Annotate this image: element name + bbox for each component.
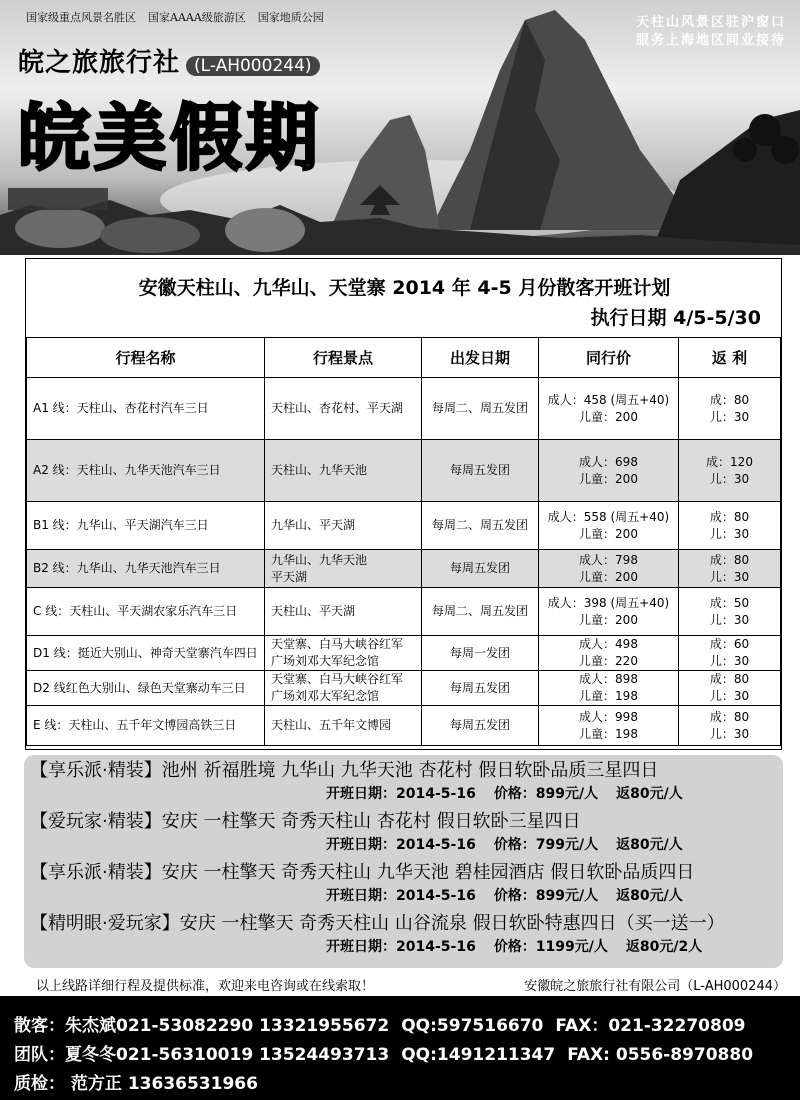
package-description: 【享乐派·精装】安庆 一柱擎天 奇秀天柱山 九华天池 碧桂园酒店 假日软卧品质四日 xyxy=(30,862,695,883)
route-price-line: 成人：498 xyxy=(579,637,638,651)
package-meta xyxy=(30,783,783,805)
route-rebate xyxy=(679,502,781,550)
contact-bar xyxy=(0,996,800,1100)
package-rebate: 返80元/人 xyxy=(616,786,683,802)
package-rebate: 返80元/人 xyxy=(616,888,683,904)
top-tags xyxy=(26,9,324,25)
contact-line xyxy=(14,1012,800,1041)
route-rebate-line: 成：80 xyxy=(709,552,750,567)
route-price xyxy=(539,550,679,588)
route-spots xyxy=(265,671,422,706)
route-price-line: 儿童：200 xyxy=(579,471,638,486)
package-price: 价格：1199元/人 xyxy=(493,939,608,955)
route-spots-line: 广场刘邓大军纪念馆 xyxy=(271,689,380,703)
route-name: B2 线：九华山、九华天池汽车三日 xyxy=(27,550,265,588)
route-price xyxy=(539,671,679,706)
route-name: E 线：天柱山、五千年文博园高铁三日 xyxy=(27,706,265,746)
route-spots xyxy=(265,636,422,671)
route-price xyxy=(539,378,679,440)
route-price-line: 儿童：200 xyxy=(579,569,638,584)
table-header-row xyxy=(27,338,781,378)
promo-title: 皖美假期 xyxy=(18,96,323,180)
office-note-line: 天柱山风景区驻沪窗口 xyxy=(635,15,786,30)
route-rebate-line: 成：60 xyxy=(709,637,750,651)
col-header-rebate: 返 利 xyxy=(679,338,781,378)
table-row xyxy=(27,550,781,588)
col-header-depart: 出发日期 xyxy=(422,338,539,378)
route-depart: 每周二、周五发团 xyxy=(422,588,539,636)
table-row xyxy=(27,440,781,502)
tour-plan xyxy=(25,258,782,750)
route-name: A2 线：天柱山、九华天池汽车三日 xyxy=(27,440,265,502)
route-rebate-line: 儿：30 xyxy=(709,569,750,584)
footnote-company: 安徽皖之旅旅行社有限公司（L-AH000244） xyxy=(524,979,786,994)
package-price: 价格：899元/人 xyxy=(493,786,599,802)
route-depart: 每周五发团 xyxy=(422,671,539,706)
package-date: 开班日期：2014-5-16 xyxy=(326,939,476,955)
package-description: 【精明眼·爱玩家】安庆 一柱擎天 奇秀天柱山 山谷流泉 假日软卧特惠四日（买一送一） xyxy=(30,913,725,934)
route-price-line: 儿童：200 xyxy=(579,409,638,424)
route-depart: 每周二、周五发团 xyxy=(422,378,539,440)
table-row xyxy=(27,502,781,550)
route-spots-line: 天堂寨、白马大峡谷红军 xyxy=(271,672,404,686)
route-rebate-line: 儿：30 xyxy=(709,654,750,668)
route-spots-line: 九华山、九华天池 xyxy=(271,552,368,567)
route-spots xyxy=(265,588,422,636)
package-rebate: 返80元/2人 xyxy=(625,939,703,955)
contact-phone: 散客：朱杰斌021-53082290 13321955672 xyxy=(14,1016,390,1036)
route-spots xyxy=(265,378,422,440)
package-price: 价格：799元/人 xyxy=(493,837,599,853)
route-depart: 每周一发团 xyxy=(422,636,539,671)
package-description: 【享乐派·精装】池州 祈福胜境 九华山 九华天池 杏花村 假日软卧品质三星四日 xyxy=(30,760,659,781)
top-tag: 国家地质公园 xyxy=(257,11,324,24)
plan-title: 安徽天柱山、九华山、天堂寨 2014 年 4-5 月份散客开班计划 xyxy=(138,277,671,299)
package-item xyxy=(30,759,783,810)
route-rebate-line: 儿：30 xyxy=(709,526,750,541)
route-spots-line: 广场刘邓大军纪念馆 xyxy=(271,654,380,668)
route-name: D2 线红色大别山、绿色天堂寨动车三日 xyxy=(27,671,265,706)
route-rebate-line: 成：120 xyxy=(706,454,753,469)
route-price-line: 成人：798 xyxy=(579,552,638,567)
agency-name: 皖之旅旅行社 xyxy=(18,48,181,78)
route-rebate-line: 儿：30 xyxy=(709,689,750,703)
route-price xyxy=(539,502,679,550)
route-rebate xyxy=(679,550,781,588)
route-rebate xyxy=(679,706,781,746)
table-row xyxy=(27,636,781,671)
route-name: D1 线：挺近大别山、神奇天堂寨汽车四日 xyxy=(27,636,265,671)
banner xyxy=(0,0,800,255)
route-rebate xyxy=(679,378,781,440)
package-meta xyxy=(30,885,783,907)
package-rebate: 返80元/人 xyxy=(616,837,683,853)
contact-fax: FAX: 0556-8970880 xyxy=(567,1045,754,1065)
route-spots-line: 天堂寨、白马大峡谷红军 xyxy=(271,637,404,651)
license-number: (L-AH000244) xyxy=(186,56,320,76)
route-name: C 线：天柱山、平天湖农家乐汽车三日 xyxy=(27,588,265,636)
table-row xyxy=(27,671,781,706)
route-spots xyxy=(265,550,422,588)
route-rebate xyxy=(679,671,781,706)
contact-qq: QQ:597516670 xyxy=(401,1016,544,1036)
office-note xyxy=(636,14,786,50)
route-price-line: 儿童：200 xyxy=(579,526,638,541)
table-row xyxy=(27,378,781,440)
route-rebate xyxy=(679,440,781,502)
route-price-line: 儿童：220 xyxy=(579,654,638,668)
route-spots xyxy=(265,440,422,502)
route-price-line: 儿童：198 xyxy=(579,726,638,741)
route-name: A1 线：天柱山、杏花村汽车三日 xyxy=(27,378,265,440)
route-price-line: 成人：698 xyxy=(579,454,638,469)
package-date: 开班日期：2014-5-16 xyxy=(326,837,476,853)
route-price-line: 儿童：200 xyxy=(579,612,638,627)
route-depart: 每周二、周五发团 xyxy=(422,502,539,550)
route-rebate-line: 儿：30 xyxy=(709,409,750,424)
footnote-left: 以上线路详细行程及提供标准，欢迎来电咨询或在线索取！ xyxy=(36,979,375,994)
route-spots-line: 九华山、平天湖 xyxy=(271,518,356,532)
contact-phone: 团队：夏冬冬021-56310019 13524493713 xyxy=(14,1045,390,1065)
contact-line xyxy=(14,1070,800,1099)
route-name: B1 线：九华山、平天湖汽车三日 xyxy=(27,502,265,550)
package-item xyxy=(30,912,783,963)
route-spots-line: 天柱山、五千年文博园 xyxy=(271,718,392,732)
route-spots-line: 天柱山、杏花村、平天湖 xyxy=(271,401,404,415)
top-tag: 国家级重点风景名胜区 xyxy=(26,11,136,24)
route-spots-line: 天柱山、平天湖 xyxy=(271,604,356,618)
table-row xyxy=(27,706,781,746)
package-description: 【爱玩家·精装】安庆 一柱擎天 奇秀天柱山 杏花村 假日软卧三星四日 xyxy=(30,811,581,832)
package-item xyxy=(30,810,783,861)
route-rebate-line: 儿：30 xyxy=(709,726,750,741)
route-price-line: 成人：458 (周五+40) xyxy=(547,392,670,407)
top-tag: 国家AAAA级旅游区 xyxy=(148,11,246,24)
route-price-line: 成人：558 (周五+40) xyxy=(547,509,670,524)
route-price-line: 儿童：198 xyxy=(579,689,638,703)
package-offers xyxy=(24,755,783,968)
route-price xyxy=(539,440,679,502)
route-rebate xyxy=(679,636,781,671)
route-depart: 每周五发团 xyxy=(422,550,539,588)
contact-fax: FAX：021-32270809 xyxy=(555,1016,746,1036)
contact-line xyxy=(14,1041,800,1070)
route-rebate-line: 儿：30 xyxy=(709,612,750,627)
office-note-line: 服务上海地区同业接待 xyxy=(635,33,786,48)
route-price-line: 成人：998 xyxy=(579,709,638,724)
route-rebate-line: 成：80 xyxy=(709,709,750,724)
route-spots-line: 平天湖 xyxy=(271,569,308,584)
route-depart: 每周五发团 xyxy=(422,440,539,502)
route-rebate-line: 成：80 xyxy=(709,672,750,686)
route-price xyxy=(539,588,679,636)
package-date: 开班日期：2014-5-16 xyxy=(326,786,476,802)
footnote xyxy=(36,975,786,994)
route-spots-line: 天柱山、九华天池 xyxy=(271,463,368,477)
route-rebate xyxy=(679,588,781,636)
route-rebate-line: 成：80 xyxy=(709,392,750,407)
package-meta xyxy=(30,834,783,856)
route-rebate-line: 成：80 xyxy=(709,509,750,524)
route-price-line: 成人：898 xyxy=(579,672,638,686)
route-price xyxy=(539,636,679,671)
contact-qq: QQ:1491211347 xyxy=(401,1045,556,1065)
contact-phone: 质检： 范方正 13636531966 xyxy=(14,1074,258,1094)
table-row xyxy=(27,588,781,636)
route-table xyxy=(26,337,781,746)
package-price: 价格：899元/人 xyxy=(493,888,599,904)
package-meta xyxy=(30,936,783,958)
route-spots xyxy=(265,502,422,550)
plan-date-range: 执行日期 4/5-5/30 xyxy=(590,307,761,329)
route-price xyxy=(539,706,679,746)
agency-row xyxy=(18,42,320,79)
route-depart: 每周五发团 xyxy=(422,706,539,746)
route-rebate-line: 儿：30 xyxy=(709,471,750,486)
package-date: 开班日期：2014-5-16 xyxy=(326,888,476,904)
col-header-spots: 行程景点 xyxy=(265,338,422,378)
package-item xyxy=(30,861,783,912)
route-rebate-line: 成：50 xyxy=(709,595,750,610)
route-price-line: 成人：398 (周五+40) xyxy=(547,595,670,610)
col-header-route: 行程名称 xyxy=(27,338,265,378)
route-spots xyxy=(265,706,422,746)
col-header-price: 同行价 xyxy=(539,338,679,378)
